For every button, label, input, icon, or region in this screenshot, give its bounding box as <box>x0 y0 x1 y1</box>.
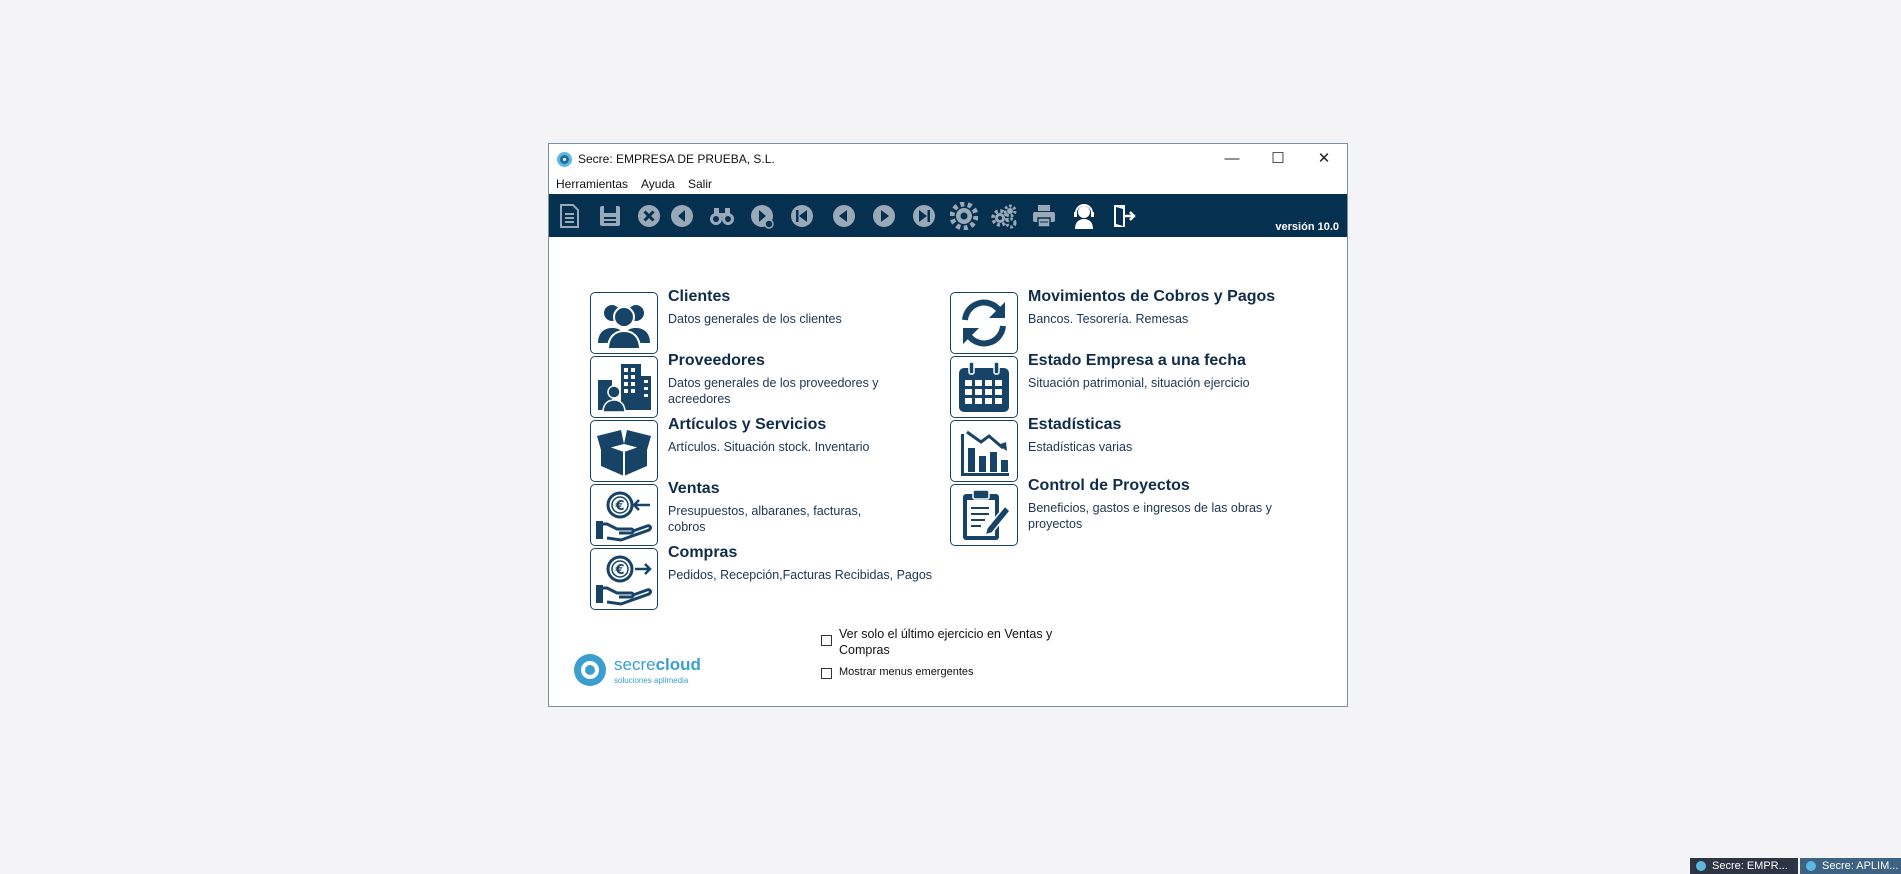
taskbar-item-empresa[interactable]: Secre: EMPR... <box>1690 858 1798 874</box>
printer-icon[interactable] <box>1030 202 1058 230</box>
statistics-title[interactable]: Estadísticas <box>1028 416 1122 433</box>
payments-title[interactable]: Movimientos de Cobros y Pagos <box>1028 288 1276 305</box>
calendar-icon <box>955 360 1013 414</box>
projects-title[interactable]: Control de Proyectos <box>1028 477 1190 494</box>
purchases-euro-icon <box>595 552 653 606</box>
svg-text:€: € <box>615 499 625 514</box>
save-icon[interactable] <box>596 202 624 230</box>
logo-tagline: soluciones aplimedia <box>614 676 689 685</box>
statistics-tile-icon[interactable] <box>950 420 1018 482</box>
clients-desc: Datos generales de los clientes <box>668 312 842 326</box>
clipboard-icon <box>955 488 1013 542</box>
cancel-icon[interactable] <box>635 202 663 230</box>
binoculars-icon[interactable] <box>708 202 736 230</box>
secrecloud-logo-icon <box>574 654 606 686</box>
gear-icon[interactable] <box>950 202 978 230</box>
box-icon <box>595 424 653 478</box>
exit-icon[interactable] <box>1110 202 1138 230</box>
clients-icon <box>595 296 653 350</box>
popup-menus-label[interactable]: Mostrar menus emergentes <box>839 666 974 678</box>
projects-desc: Beneficios, gastos e ingresos de las obras y proyectos <box>1028 501 1272 531</box>
menu-herramientas[interactable]: Herramientas <box>556 177 629 191</box>
suppliers-tile-icon[interactable] <box>590 356 658 418</box>
minimize-button[interactable]: — <box>1224 150 1240 167</box>
suppliers-title[interactable]: Proveedores <box>668 352 765 369</box>
previous-record-icon[interactable] <box>830 202 858 230</box>
menu-bar <box>549 174 1347 194</box>
next-record-icon[interactable] <box>870 202 898 230</box>
main-window <box>548 143 1348 707</box>
company-state-title[interactable]: Estado Empresa a una fecha <box>1028 352 1246 369</box>
version-label: versión 10.0 <box>1275 221 1339 233</box>
first-record-icon[interactable] <box>788 202 816 230</box>
sales-tile-icon[interactable] <box>590 484 658 546</box>
last-year-only-label[interactable]: Ver solo el último ejercicio en Ventas y Compras <box>839 627 1053 657</box>
gears-icon[interactable] <box>990 202 1018 230</box>
new-document-icon[interactable] <box>555 202 583 230</box>
app-logo-icon <box>1696 861 1706 871</box>
search-next-icon[interactable] <box>748 202 776 230</box>
clients-tile-icon[interactable] <box>590 292 658 354</box>
popup-menus-checkbox[interactable] <box>821 668 832 679</box>
articles-desc: Artículos. Situación stock. Inventario <box>668 440 870 454</box>
menu-ayuda[interactable]: Ayuda <box>641 177 675 191</box>
projects-tile-icon[interactable] <box>950 484 1018 546</box>
company-state-tile-icon[interactable] <box>950 356 1018 418</box>
app-logo-icon <box>557 152 572 167</box>
clients-title[interactable]: Clientes <box>668 288 731 305</box>
logo-name: secrecloud <box>614 655 701 674</box>
support-agent-icon[interactable] <box>1070 202 1098 230</box>
close-button[interactable]: ✕ <box>1317 150 1331 167</box>
last-record-icon[interactable] <box>910 202 938 230</box>
title-bar[interactable] <box>549 144 1347 174</box>
sales-desc: Presupuestos, albaranes, facturas, cobros <box>668 504 862 534</box>
sales-title[interactable]: Ventas <box>668 480 720 497</box>
last-year-only-checkbox[interactable] <box>821 635 832 646</box>
suppliers-icon <box>595 360 653 414</box>
articles-tile-icon[interactable] <box>590 420 658 482</box>
menu-salir[interactable]: Salir <box>688 177 713 191</box>
window-title: Secre: EMPRESA DE PRUEBA, S.L. <box>578 152 775 166</box>
articles-title[interactable]: Artículos y Servicios <box>668 416 827 433</box>
maximize-button[interactable]: ☐ <box>1271 150 1285 167</box>
purchases-tile-icon[interactable] <box>590 548 658 610</box>
suppliers-desc: Datos generales de los proveedores y acreedores <box>668 376 879 406</box>
taskbar-item-aplim[interactable]: Secre: APLIM... <box>1800 858 1901 874</box>
svg-text:€: € <box>615 563 625 578</box>
sales-euro-icon <box>595 488 653 542</box>
toolbar <box>549 194 1347 237</box>
app-logo-icon <box>1806 861 1816 871</box>
back-icon[interactable] <box>668 202 696 230</box>
purchases-title[interactable]: Compras <box>668 544 738 561</box>
bar-chart-icon <box>955 424 1013 478</box>
payments-desc: Bancos. Tesorería. Remesas <box>1028 312 1189 326</box>
refresh-arrows-icon <box>955 296 1013 350</box>
company-state-desc: Situación patrimonial, situación ejercicio <box>1028 376 1250 390</box>
purchases-desc: Pedidos, Recepción,Facturas Recibidas, Pagos <box>668 568 933 582</box>
statistics-desc: Estadísticas varias <box>1028 440 1133 454</box>
payments-tile-icon[interactable] <box>950 292 1018 354</box>
